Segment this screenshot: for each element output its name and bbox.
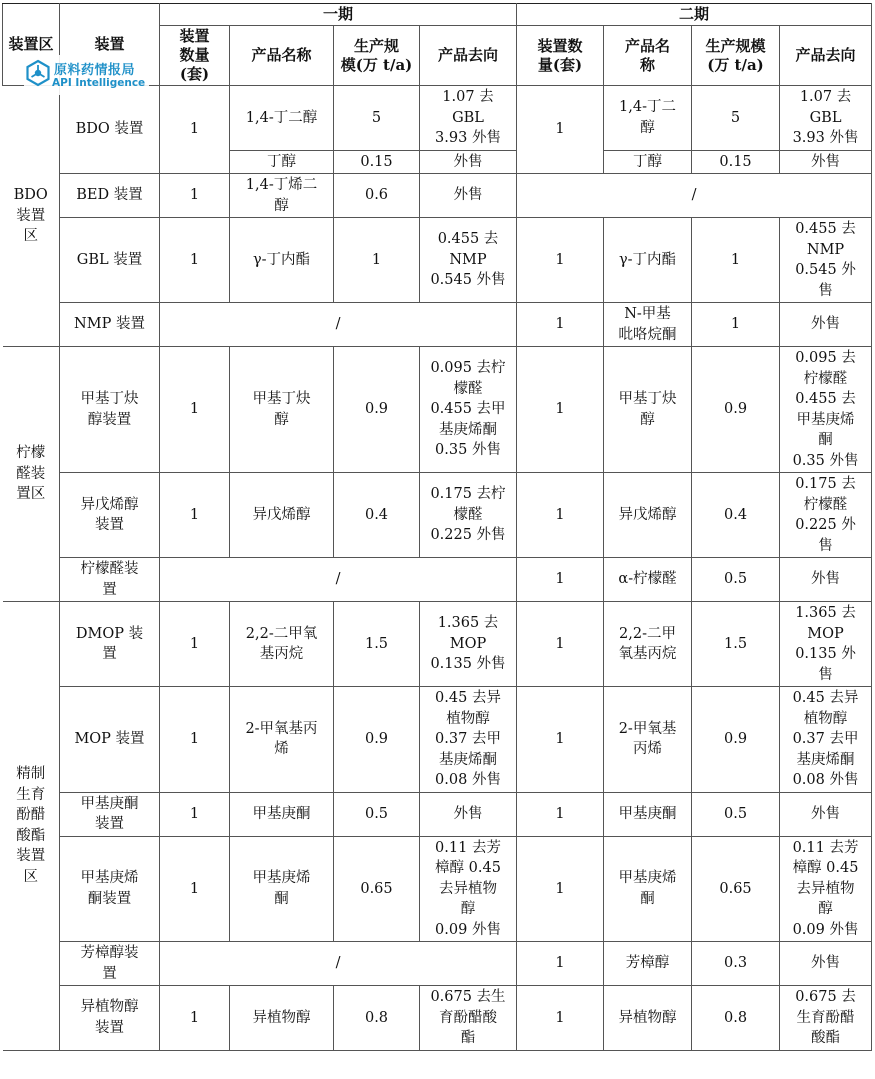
phase2-count-cell: 1 <box>517 86 604 174</box>
phase1-product-cell: γ-丁内酯 <box>230 218 334 303</box>
device-name-cell: 柠檬醛装 置 <box>60 558 160 602</box>
table-row <box>3 986 872 1051</box>
table-row <box>3 174 872 218</box>
hexagon-molecule-icon <box>24 59 52 87</box>
phase1-count-cell: 1 <box>160 792 230 836</box>
phase2-scale-cell: 0.5 <box>692 558 780 602</box>
phase1-scale-cell: 0.9 <box>334 347 420 473</box>
phase1-dest-cell: 0.175 去柠 檬醛 0.225 外售 <box>420 473 517 558</box>
phase1-count-cell: 1 <box>160 473 230 558</box>
phase2-product-cell: γ-丁内酯 <box>604 218 692 303</box>
phase1-count-cell: 1 <box>160 836 230 942</box>
phase2-product-cell: 异戊烯醇 <box>604 473 692 558</box>
phase2-dest-cell: 外售 <box>780 150 872 174</box>
header-p2-col: 产品去向 <box>780 26 872 86</box>
phase2-count-cell: 1 <box>517 687 604 793</box>
phase2-count-cell: 1 <box>517 558 604 602</box>
phase1-none-cell: / <box>160 942 517 986</box>
phase1-dest-cell: 1.365 去 MOP 0.135 外售 <box>420 602 517 687</box>
phase2-product-cell: 2,2-二甲 氧基丙烷 <box>604 602 692 687</box>
phase2-scale-cell: 1 <box>692 303 780 347</box>
phase1-count-cell: 1 <box>160 174 230 218</box>
device-name-cell: BDO 装置 <box>60 86 160 174</box>
phase1-count-cell: 1 <box>160 347 230 473</box>
phase1-product-cell: 2,2-二甲氧 基丙烷 <box>230 602 334 687</box>
phase2-count-cell: 1 <box>517 218 604 303</box>
phase2-dest-cell: 外售 <box>780 942 872 986</box>
phase2-dest-cell: 1.07 去 GBL 3.93 外售 <box>780 86 872 151</box>
header-p1-col: 装置 数量 (套) <box>160 26 230 86</box>
table-row <box>3 942 872 986</box>
phase1-dest-cell: 0.455 去 NMP 0.545 外售 <box>420 218 517 303</box>
header-p2-col: 装置数 量(套) <box>517 26 604 86</box>
area-cell: BDO 装置 区 <box>3 86 60 347</box>
watermark-logo <box>24 55 149 95</box>
phase1-product-cell: 1,4-丁二醇 <box>230 86 334 151</box>
header-p1-col: 产品名称 <box>230 26 334 86</box>
phase1-scale-cell: 5 <box>334 86 420 151</box>
phase2-product-cell: 甲基庚烯 酮 <box>604 836 692 942</box>
table-row <box>3 687 872 793</box>
header-row <box>3 4 872 26</box>
phase2-none-cell: / <box>517 174 872 218</box>
phase2-dest-cell: 1.365 去 MOP 0.135 外 售 <box>780 602 872 687</box>
phase1-count-cell: 1 <box>160 218 230 303</box>
phase2-count-cell: 1 <box>517 942 604 986</box>
phase1-scale-cell: 1 <box>334 218 420 303</box>
phase1-none-cell: / <box>160 303 517 347</box>
phase1-scale-cell: 0.5 <box>334 792 420 836</box>
phase1-scale-cell: 0.8 <box>334 986 420 1051</box>
area-cell: 精制 生育 酚醋 酸酯 装置 区 <box>3 602 60 1051</box>
phase2-scale-cell: 1.5 <box>692 602 780 687</box>
device-name-cell: MOP 装置 <box>60 687 160 793</box>
phase2-product-cell: 芳樟醇 <box>604 942 692 986</box>
table-row <box>3 558 872 602</box>
phase1-dest-cell: 外售 <box>420 792 517 836</box>
phase1-dest-cell: 0.675 去生 育酚醋酸 酯 <box>420 986 517 1051</box>
phase2-scale-cell: 0.4 <box>692 473 780 558</box>
logo-text-cn: 原料药情报局 <box>54 63 136 78</box>
header-device: 装置 <box>60 4 160 86</box>
phase2-count-cell: 1 <box>517 303 604 347</box>
phase2-scale-cell: 0.15 <box>692 150 780 174</box>
device-name-cell: 甲基庚酮 装置 <box>60 792 160 836</box>
phase1-count-cell: 1 <box>160 86 230 174</box>
phase2-product-cell: N-甲基 吡咯烷酮 <box>604 303 692 347</box>
logo-text-en: API Intelligence <box>52 77 146 89</box>
phase1-dest-cell: 外售 <box>420 150 517 174</box>
header-phase2: 二期 <box>517 4 872 26</box>
phase2-scale-cell: 1 <box>692 218 780 303</box>
phase2-product-cell: 甲基丁炔 醇 <box>604 347 692 473</box>
phase1-count-cell: 1 <box>160 986 230 1051</box>
device-name-cell: 甲基丁炔 醇装置 <box>60 347 160 473</box>
phase1-dest-cell: 0.11 去芳 樟醇 0.45 去异植物 醇 0.09 外售 <box>420 836 517 942</box>
phase2-scale-cell: 5 <box>692 86 780 151</box>
phase1-product-cell: 甲基庚酮 <box>230 792 334 836</box>
header-p1-col: 产品去向 <box>420 26 517 86</box>
phase2-dest-cell: 0.175 去 柠檬醛 0.225 外 售 <box>780 473 872 558</box>
device-name-cell: 异植物醇 装置 <box>60 986 160 1051</box>
phase1-product-cell: 甲基庚烯 酮 <box>230 836 334 942</box>
table-row <box>3 218 872 303</box>
table-row <box>3 347 872 473</box>
device-name-cell: 异戊烯醇 装置 <box>60 473 160 558</box>
device-name-cell: DMOP 装 置 <box>60 602 160 687</box>
phase1-scale-cell: 0.9 <box>334 687 420 793</box>
phase1-product-cell: 甲基丁炔 醇 <box>230 347 334 473</box>
phase1-product-cell: 异植物醇 <box>230 986 334 1051</box>
device-name-cell: 甲基庚烯 酮装置 <box>60 836 160 942</box>
phase2-dest-cell: 0.11 去芳 樟醇 0.45 去异植物 醇 0.09 外售 <box>780 836 872 942</box>
phase2-product-cell: α-柠檬醛 <box>604 558 692 602</box>
phase2-count-cell: 1 <box>517 347 604 473</box>
header-area: 装置区 <box>3 4 60 86</box>
device-name-cell: BED 装置 <box>60 174 160 218</box>
phase2-dest-cell: 外售 <box>780 792 872 836</box>
phase2-product-cell: 异植物醇 <box>604 986 692 1051</box>
phase2-scale-cell: 0.8 <box>692 986 780 1051</box>
header-p1-col: 生产规 模(万 t/a) <box>334 26 420 86</box>
device-name-cell: GBL 装置 <box>60 218 160 303</box>
area-cell: 柠檬 醛装 置区 <box>3 347 60 602</box>
device-name-cell: 芳樟醇装 置 <box>60 942 160 986</box>
phase1-scale-cell: 0.15 <box>334 150 420 174</box>
phase1-product-cell: 丁醇 <box>230 150 334 174</box>
phase1-scale-cell: 0.65 <box>334 836 420 942</box>
phase2-dest-cell: 外售 <box>780 558 872 602</box>
phase2-scale-cell: 0.9 <box>692 347 780 473</box>
phase1-scale-cell: 0.6 <box>334 174 420 218</box>
table-row <box>3 473 872 558</box>
phase2-dest-cell: 0.675 去 生育酚醋 酸酯 <box>780 986 872 1051</box>
phase2-product-cell: 2-甲氧基 丙烯 <box>604 687 692 793</box>
phase2-product-cell: 1,4-丁二 醇 <box>604 86 692 151</box>
phase1-dest-cell: 0.45 去异 植物醇 0.37 去甲 基庚烯酮 0.08 外售 <box>420 687 517 793</box>
phase2-count-cell: 1 <box>517 602 604 687</box>
phase2-scale-cell: 0.3 <box>692 942 780 986</box>
device-name-cell: NMP 装置 <box>60 303 160 347</box>
phase2-dest-cell: 外售 <box>780 303 872 347</box>
phase2-count-cell: 1 <box>517 792 604 836</box>
phase1-dest-cell: 外售 <box>420 174 517 218</box>
header-p2-col: 产品名 称 <box>604 26 692 86</box>
table-row <box>3 792 872 836</box>
phase1-count-cell: 1 <box>160 602 230 687</box>
phase2-dest-cell: 0.455 去 NMP 0.545 外 售 <box>780 218 872 303</box>
phase2-scale-cell: 0.65 <box>692 836 780 942</box>
table-row <box>3 602 872 687</box>
phase1-none-cell: / <box>160 558 517 602</box>
phase1-scale-cell: 1.5 <box>334 602 420 687</box>
phase1-product-cell: 2-甲氧基丙 烯 <box>230 687 334 793</box>
table-row <box>3 86 872 151</box>
phase1-product-cell: 异戊烯醇 <box>230 473 334 558</box>
phase2-count-cell: 1 <box>517 986 604 1051</box>
header-phase1: 一期 <box>160 4 517 26</box>
phase1-product-cell: 1,4-丁烯二 醇 <box>230 174 334 218</box>
header-p2-col: 生产规模 (万 t/a) <box>692 26 780 86</box>
phase2-count-cell: 1 <box>517 836 604 942</box>
phase1-dest-cell: 0.095 去柠 檬醛 0.455 去甲 基庚烯酮 0.35 外售 <box>420 347 517 473</box>
table-row <box>3 303 872 347</box>
phase2-dest-cell: 0.095 去 柠檬醛 0.455 去 甲基庚烯 酮 0.35 外售 <box>780 347 872 473</box>
phase2-dest-cell: 0.45 去异 植物醇 0.37 去甲 基庚烯酮 0.08 外售 <box>780 687 872 793</box>
phase1-dest-cell: 1.07 去 GBL 3.93 外售 <box>420 86 517 151</box>
phase2-count-cell: 1 <box>517 473 604 558</box>
phase2-product-cell: 甲基庚酮 <box>604 792 692 836</box>
phase2-product-cell: 丁醇 <box>604 150 692 174</box>
table-row <box>3 836 872 942</box>
production-table <box>2 3 872 1051</box>
phase1-scale-cell: 0.4 <box>334 473 420 558</box>
phase2-scale-cell: 0.9 <box>692 687 780 793</box>
phase2-scale-cell: 0.5 <box>692 792 780 836</box>
phase1-count-cell: 1 <box>160 687 230 793</box>
